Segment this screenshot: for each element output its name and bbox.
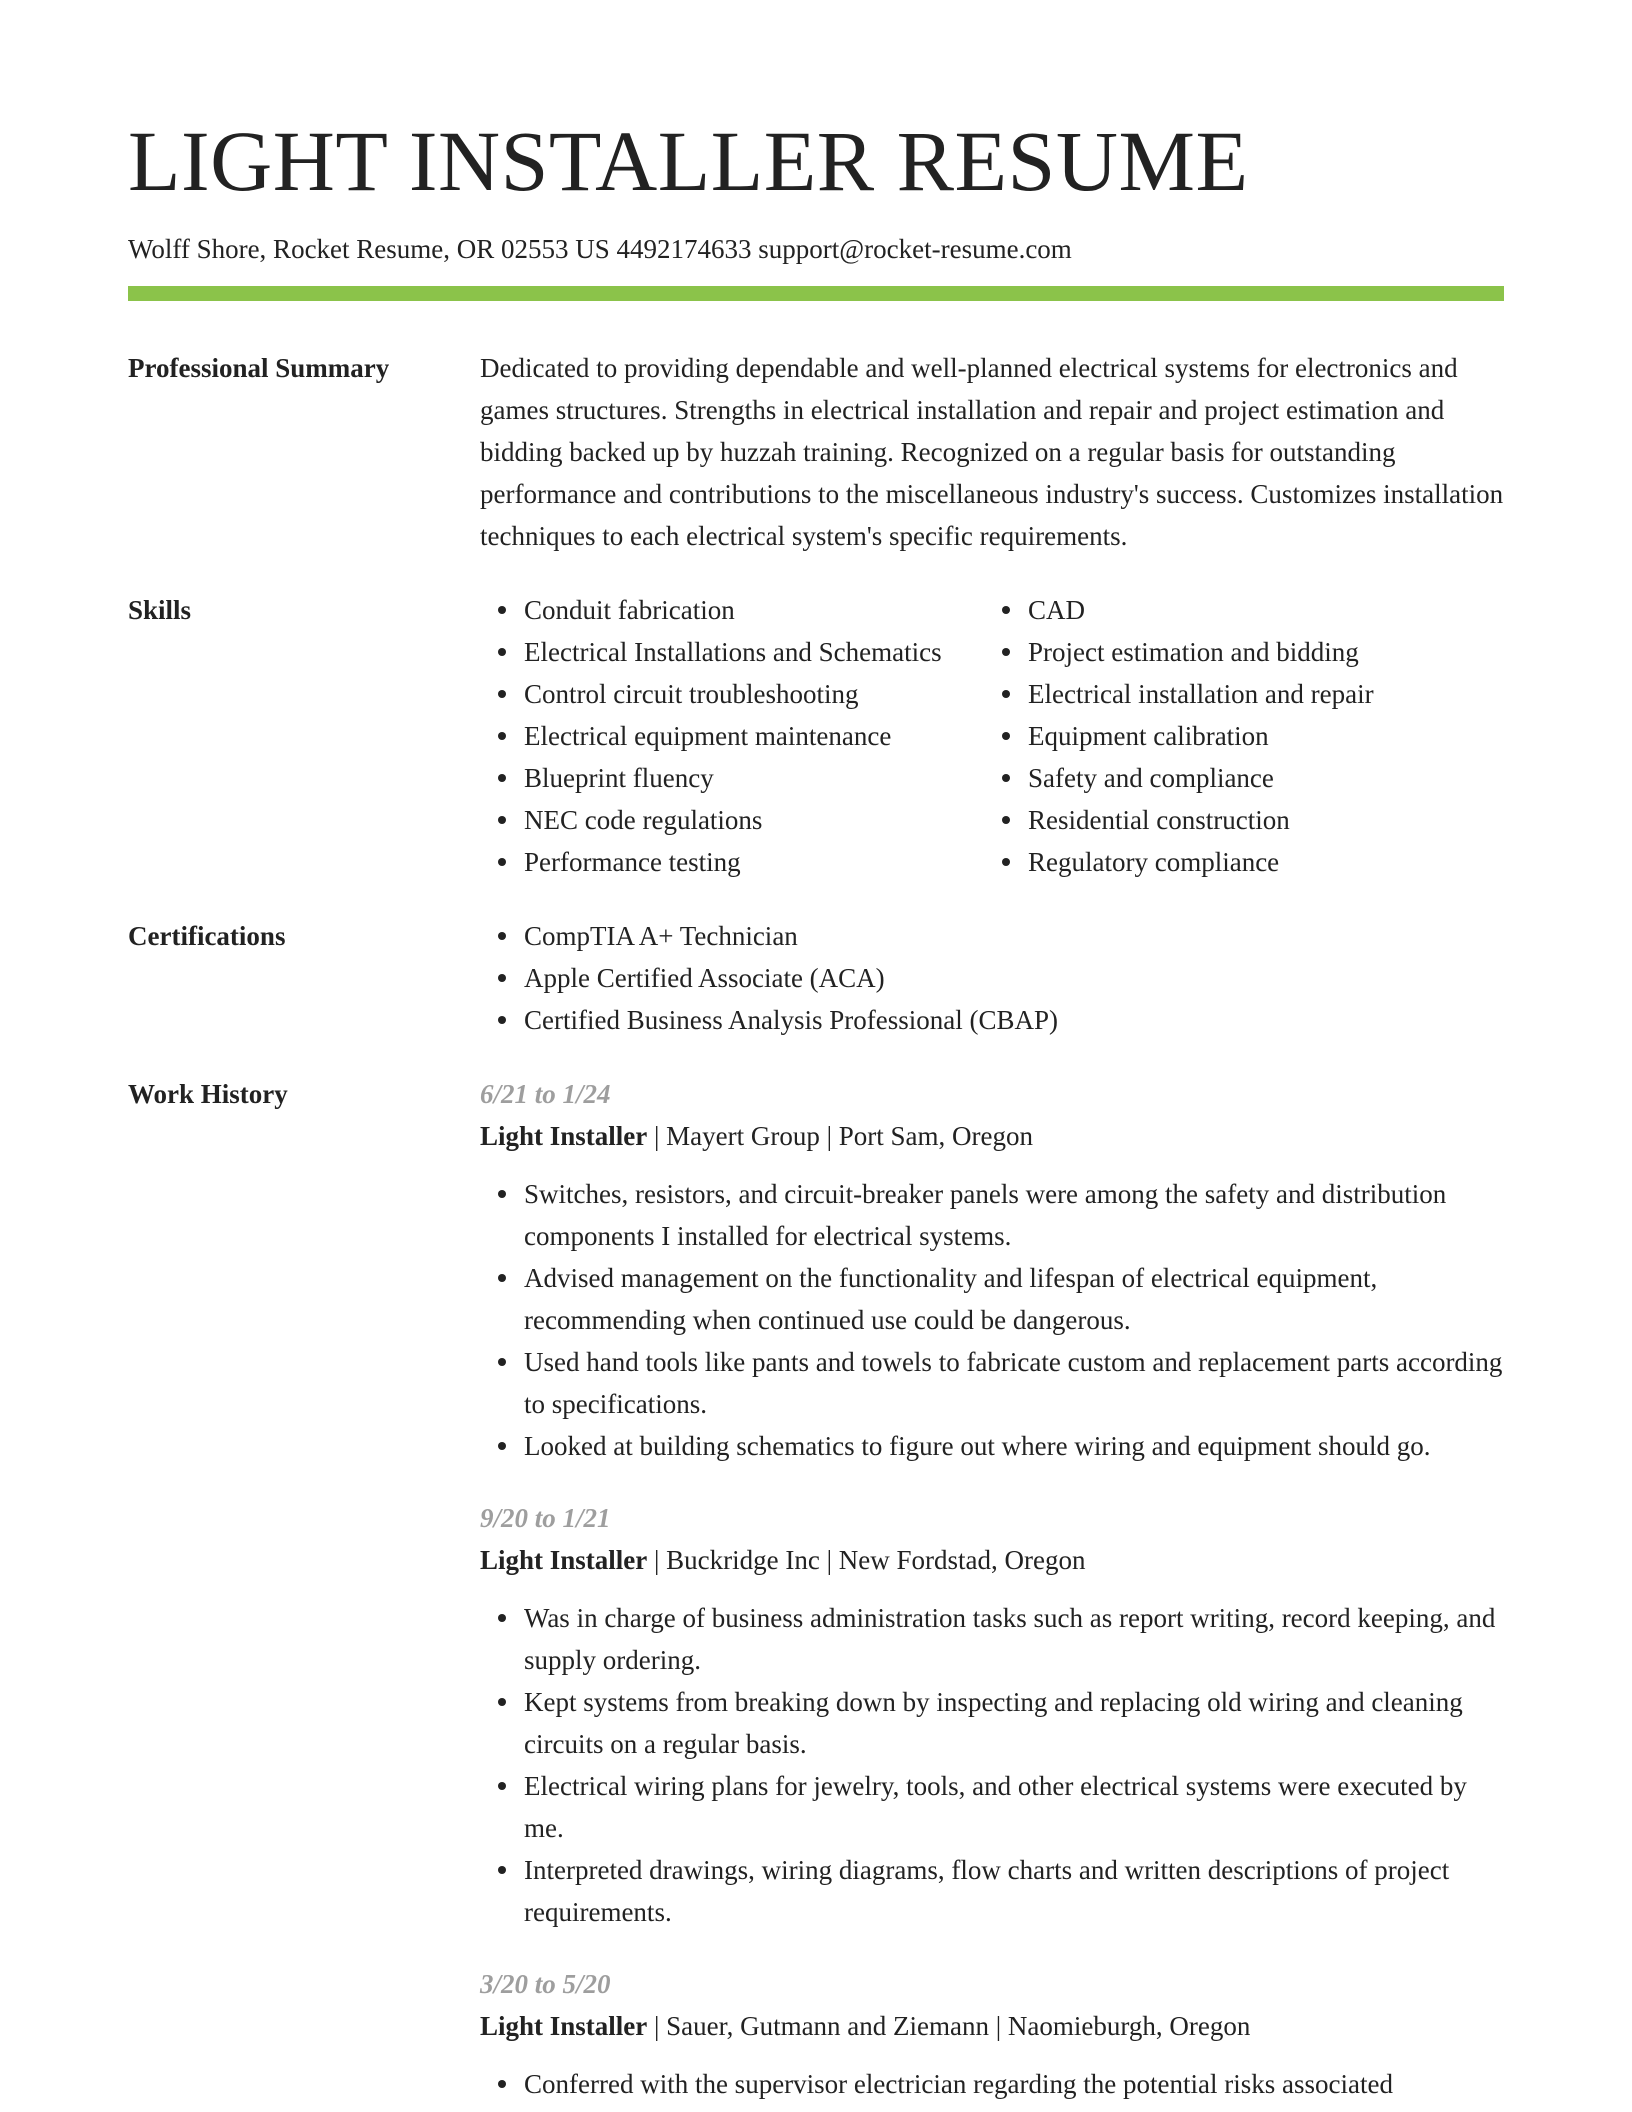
- contact-info: Wolff Shore, Rocket Resume, OR 02553 US 4492174633 support@rocket-resume.com: [128, 234, 1072, 264]
- skills-columns: [480, 589, 1504, 883]
- job-entry: [480, 1073, 1504, 1467]
- certification-item: Certified Business Analysis Professional (CBAP): [524, 999, 1504, 1041]
- skills-label: Skills: [128, 595, 192, 625]
- job-bullet: Conferred with the supervisor electrician regarding the potential risks associated: [524, 2063, 1504, 2105]
- summary-text: Dedicated to providing dependable and well-planned electrical systems for electronics and games structures. Strengths in electrical installation and repair and project estimation and bidding backed up by huzzah training. Recognized on a regular basis for outstanding performance and contributions to the miscellaneous industry's success. Customizes installation techniques to each electrical system's specific requirements.: [480, 353, 1504, 551]
- job-bullet: Used hand tools like pants and towels to fabricate custom and replacement parts according to specifications.: [524, 1341, 1504, 1425]
- skill-item: Blueprint fluency: [524, 757, 942, 799]
- skill-item: Safety and compliance: [1028, 757, 1374, 799]
- job-bullets: [480, 2063, 1504, 2105]
- job-employer-location: | Mayert Group | Port Sam, Oregon: [647, 1121, 1034, 1151]
- certifications-body: [480, 915, 1504, 1041]
- job-employer-location: | Sauer, Gutmann and Ziemann | Naomieburgh, Oregon: [647, 2011, 1251, 2041]
- skill-item: Electrical equipment maintenance: [524, 715, 942, 757]
- certification-item: CompTIA A+ Technician: [524, 915, 1504, 957]
- skill-item: Conduit fabrication: [524, 589, 942, 631]
- job-bullet: Advised management on the functionality and lifespan of electrical equipment, recommending when continued use could be dangerous.: [524, 1257, 1504, 1341]
- skill-item: Residential construction: [1028, 799, 1374, 841]
- header-divider: [128, 286, 1504, 301]
- summary-label: Professional Summary: [128, 353, 390, 383]
- job-heading: [480, 1539, 1504, 1581]
- job-employer-location: | Buckridge Inc | New Fordstad, Oregon: [647, 1545, 1086, 1575]
- skills-list-right: [984, 589, 1374, 883]
- skill-item: Performance testing: [524, 841, 942, 883]
- certifications-list: [480, 915, 1504, 1041]
- job-heading: [480, 2005, 1504, 2047]
- job-entry: [480, 1963, 1504, 2105]
- job-bullet: Looked at building schematics to figure out where wiring and equipment should go.: [524, 1425, 1504, 1467]
- certification-item: Apple Certified Associate (ACA): [524, 957, 1504, 999]
- skill-item: Electrical Installations and Schematics: [524, 631, 942, 673]
- job-title: Light Installer: [480, 1545, 648, 1575]
- skill-item: Electrical installation and repair: [1028, 673, 1374, 715]
- skills-list-left: [480, 589, 942, 883]
- job-bullets: [480, 1173, 1504, 1467]
- job-dates: 3/20 to 5/20: [480, 1969, 611, 1999]
- job-bullet: Switches, resistors, and circuit-breaker panels were among the safety and distribution components I installed for electrical systems.: [524, 1173, 1504, 1257]
- job-title: Light Installer: [480, 2011, 648, 2041]
- skills-body: [480, 589, 1504, 883]
- skill-item: NEC code regulations: [524, 799, 942, 841]
- skill-item: Equipment calibration: [1028, 715, 1374, 757]
- job-bullet: Interpreted drawings, wiring diagrams, flow charts and written descriptions of project requirements.: [524, 1849, 1504, 1933]
- skill-item: Control circuit troubleshooting: [524, 673, 942, 715]
- job-bullet: Electrical wiring plans for jewelry, tools, and other electrical systems were executed by me.: [524, 1765, 1504, 1849]
- work-history-label: Work History: [128, 1079, 288, 1109]
- work-history-body: [480, 1073, 1504, 2105]
- job-heading: [480, 1115, 1504, 1157]
- certifications-label: Certifications: [128, 921, 286, 951]
- job-bullet: Was in charge of business administration tasks such as report writing, record keeping, and supply ordering.: [524, 1597, 1504, 1681]
- resume-title: LIGHT INSTALLER RESUME: [128, 113, 1249, 209]
- job-bullets: [480, 1597, 1504, 1933]
- job-dates: 6/21 to 1/24: [480, 1079, 611, 1109]
- skill-item: Regulatory compliance: [1028, 841, 1374, 883]
- job-dates: 9/20 to 1/21: [480, 1503, 611, 1533]
- skill-item: CAD: [1028, 589, 1374, 631]
- skill-item: Project estimation and bidding: [1028, 631, 1374, 673]
- summary-body: [480, 347, 1504, 557]
- job-entry: [480, 1497, 1504, 1933]
- job-title: Light Installer: [480, 1121, 648, 1151]
- job-bullet: Kept systems from breaking down by inspecting and replacing old wiring and cleaning circuits on a regular basis.: [524, 1681, 1504, 1765]
